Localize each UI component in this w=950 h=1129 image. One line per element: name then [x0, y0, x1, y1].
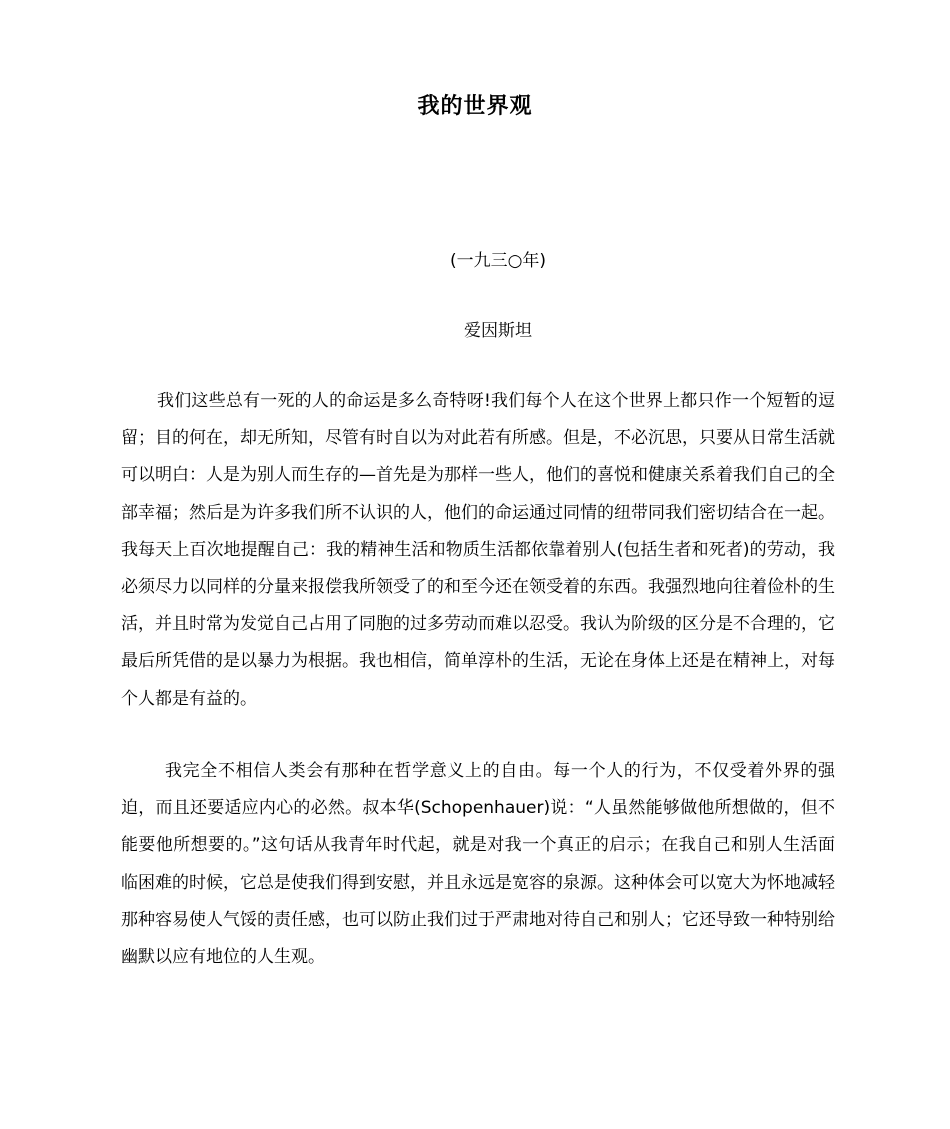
paragraph-1: 我们这些总有一死的人的命运是多么奇特呀!我们每个人在这个世界上都只作一个短暂的逗留；目的何在，却无所知，尽管有时自以为对此若有所感。但是，不必沉思，只要从日常生活就可以明白：人是为别人而生存的—首先是为那样一些人，他们的喜悦和健康关系着我们自己的全部幸福；然后是为许多我们所不认识的人，他们的命运通过同情的纽带同我们密切结合在一起。我每天上百次地提醒自己：我的精神生活和物质生活都依靠着别人(包括生者和死者)的劳动，我必须尽力以同样的分量来报偿我所领受了的和至今还在领受着的东西。我强烈地向往着俭朴的生活，并且时常为发觉自己占用了同胞的过多劳动而难以忍受。我认为阶级的区分是不合理的，它最后所凭借的是以暴力为根据。我也相信，简单淳朴的生活，无论在身体上还是在精神上，对每个人都是有益的。 — [121, 391, 835, 709]
paragraph-2: 我完全不相信人类会有那种在哲学意义上的自由。每一个人的行为，不仅受着外界的强迫，而且还要适应内心的必然。叔本华(Schopenhauer)说：“人虽然能够做他所想做的，但不能要他所想要的。”这句话从我青年时代起，就是对我一个真正的启示；在我自己和别人生活面临困难的时候，它总是使我们得到安慰，并且永远是宽容的泉源。这种体会可以宽大为怀地减轻那种容易使人气馁的责任感，也可以防止我们过于严肃地对待自己和别人；它还导致一种特别给幽默以应有地位的人生观。 — [121, 761, 835, 968]
document-date: (一九三○年) — [449, 251, 547, 271]
document-title: 我的世界观 — [417, 94, 533, 119]
document-author: 爱因斯坦 — [464, 321, 532, 341]
